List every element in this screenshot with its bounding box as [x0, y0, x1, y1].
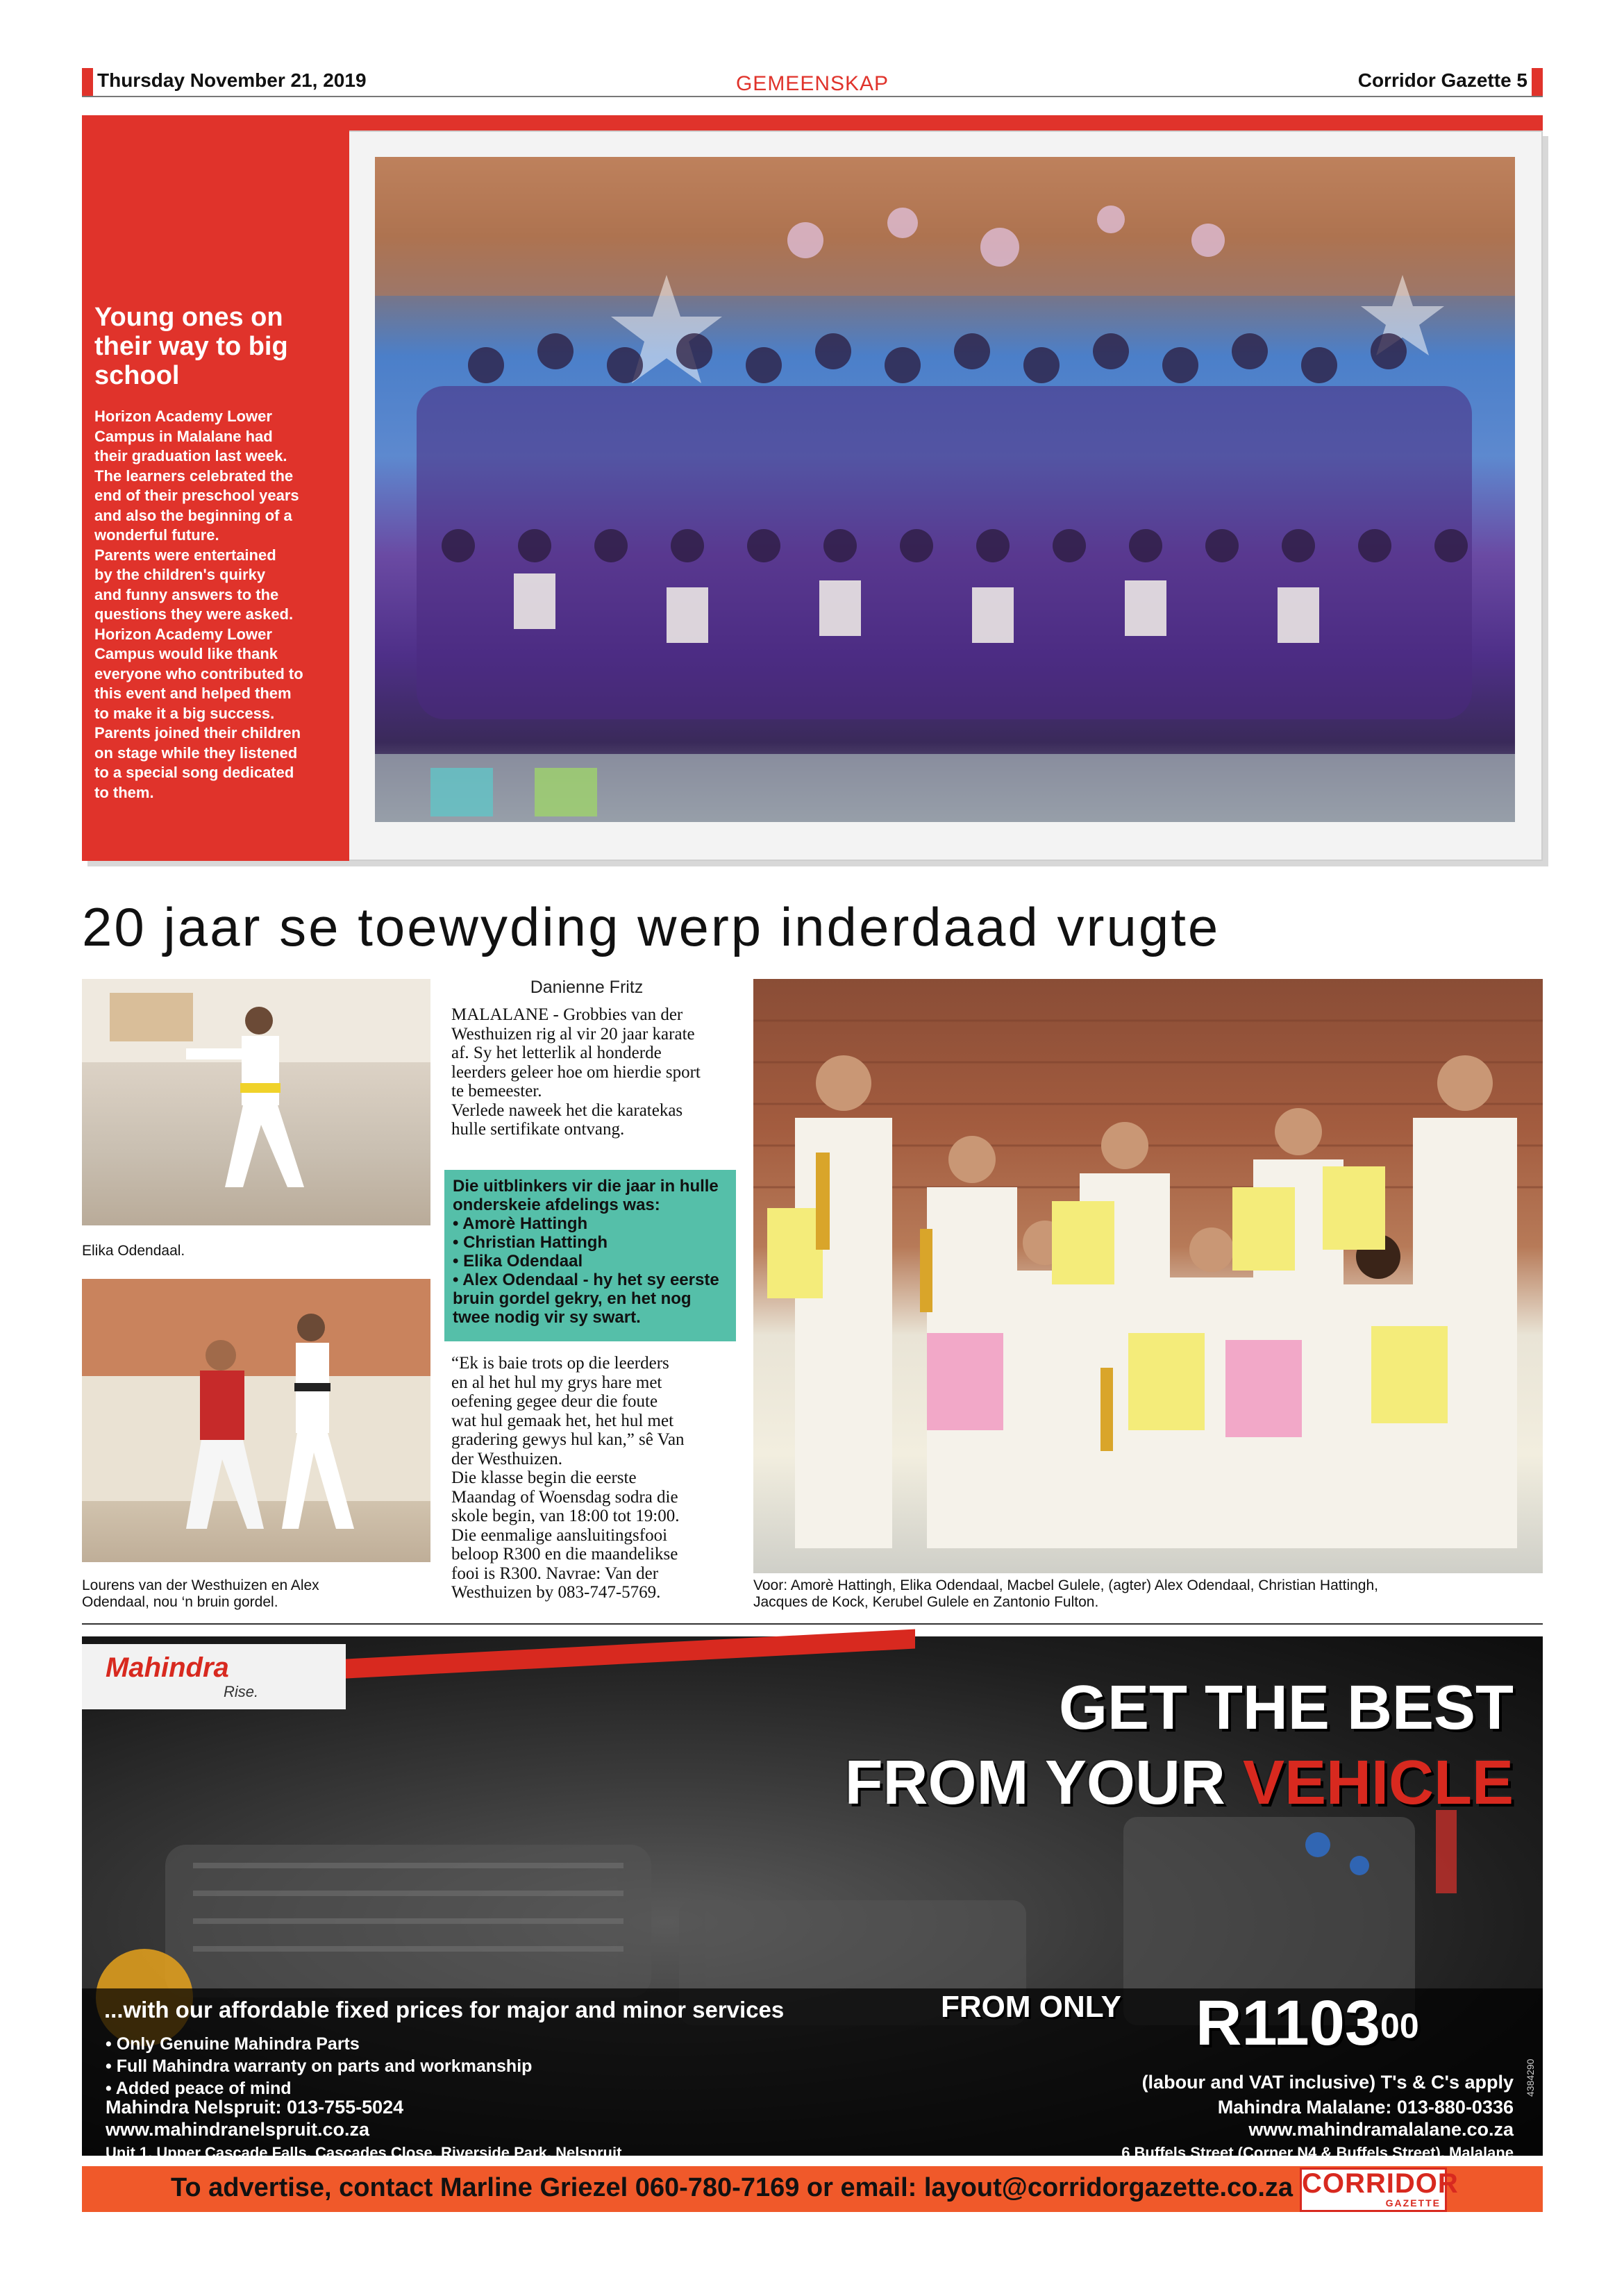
ad-nelspruit-address: Unit 1, Upper Cascade Falls, Cascades Close, Riverside Park, Nelspruit — [106, 2144, 622, 2161]
header-left-marker — [82, 68, 93, 96]
ad-malalane-address: 6 Buffels Street (Corner N4 & Buffels Street), Malalane — [1121, 2144, 1514, 2161]
lourens-photo-art — [82, 1279, 430, 1562]
ad-nelspruit-contact: Mahindra Nelspruit: 013-755-5024 — [106, 2097, 404, 2118]
mahindra-tagline: Rise. — [224, 1683, 259, 1700]
ad-malalane-contact: Mahindra Malalane: 013-880-0336 — [1217, 2097, 1514, 2118]
article-headline: 20 jaar se toewyding werp inderdaad vrugte — [82, 896, 1221, 957]
feature-title: Young ones on their way to big school — [94, 303, 288, 390]
article-byline: Danienne Fritz — [530, 978, 644, 997]
footer-advertise-text: To advertise, contact Marline Griezel 060-780-7169 or email: layout@corridorgazette.co.za — [171, 2173, 1294, 2202]
ad-prices-line: ...with our affordable fixed prices for major and minor services — [104, 1997, 785, 2022]
ad-bullet-list: • Only Genuine Mahindra Parts • Full Mahindra warranty on parts and workmanship • Added peace of mind — [106, 2034, 533, 2098]
mahindra-logo: Mahindra — [106, 1652, 229, 1683]
logo-main-text: CORRIDOR — [1302, 2168, 1459, 2199]
caption-group: Voor: Amorè Hattingh, Elika Odendaal, Macbel Gulele, (agter) Alex Odendaal, Christian Hattingh, Jacques de Kock, Kerubel Gulele en Zantonio Fulton. — [753, 1577, 1378, 1610]
ad-price-cents: 00 — [1380, 2006, 1419, 2045]
feature-top-bar — [82, 115, 1543, 131]
article-para-1: MALALANE - Grobbies van der Westhuizen rig al vir 20 jaar karate af. Sy het letterlik al honderde leerders geleer hoe om hierdie sport te bemeester. Verlede naweek het die karatekas hulle sertifikate ontvang. — [451, 1005, 701, 1139]
ad-headline-2b: VEHICLE — [1242, 1748, 1514, 1818]
issue-date: Thursday November 21, 2019 — [97, 69, 367, 91]
ad-code: 4384290 — [1525, 2059, 1536, 2097]
lourens-alex-photo — [82, 1279, 430, 1562]
ad-malalane-web: www.mahindramalalane.co.za — [1248, 2119, 1514, 2140]
elika-odendaal-photo — [82, 979, 430, 1225]
header-rule — [82, 96, 1543, 97]
caption-lourens-alex: Lourens van der Westhuizen en Alex Odendaal, nou ‘n bruin gordel. — [82, 1577, 319, 1610]
ad-price-main: R1103 — [1196, 1988, 1381, 2059]
graduation-photo-art — [375, 157, 1515, 822]
ad-terms: (labour and VAT inclusive) T's & C's apply — [1141, 2072, 1514, 2093]
ad-headline-1: GET THE BEST — [1058, 1673, 1514, 1743]
ad-headline-2 — [555, 1750, 1514, 1816]
group-photo-art — [753, 979, 1543, 1573]
ad-headline-2a: FROM YOUR — [844, 1748, 1243, 1818]
paper-page-label: Corridor Gazette 5 — [1357, 69, 1527, 91]
karate-group-photo — [753, 979, 1543, 1573]
elika-photo-art — [82, 979, 430, 1225]
ad-price — [1196, 1988, 1419, 2059]
achievers-box: Die uitblinkers vir die jaar in hulle onderskeie afdelings was: • Amorè Hattingh • Christian Hattingh • Elika Odendaal • Alex Odendaal - hy het sy eerste bruin gordel gekry, en het nog twee nodig vir sy swart. — [444, 1170, 736, 1341]
article-bottom-rule — [82, 1623, 1543, 1625]
feature-text-panel — [82, 131, 349, 861]
caption-elika: Elika Odendaal. — [82, 1243, 185, 1259]
graduation-photo — [375, 157, 1515, 822]
corridor-gazette-logo — [1300, 2168, 1459, 2212]
section-label: GEMEENSKAP — [735, 72, 889, 95]
article-para-2: “Ek is baie trots op die leerders en al het hul my grys hare met oefening gegee deur die foute wat hul gemaak het, het hul met gradering gewys hul kan,” sê Van der Westhuizen. Die klasse begin die eerste Maandag of Woensdag sodra die skole begin, van 18:00 tot 19:00. Die eenmalige aansluitingsfooi beloop R300 en die maandelikse fooi is R300. Navrae: Van der Westhuizen by 083-747-5769. — [451, 1354, 685, 1602]
header-right-marker — [1532, 68, 1543, 96]
ad-nelspruit-web: www.mahindranelspruit.co.za — [106, 2119, 370, 2140]
feature-body: Horizon Academy Lower Campus in Malalane had their graduation last week. The learners celebrated the end of their preschool years and also the beginning of a wonderful future. Parents were entertained by the children's quirky and funny answers to the questions they were asked. Horizon Academy Lower Campus would like thank everyone who contributed to this event and helped them to make it a big success. Parents joined their children on stage while they listened to a special song dedicated to them. — [94, 408, 303, 801]
logo-sub-text: GAZETTE — [1385, 2197, 1441, 2209]
ad-from-only: FROM ONLY — [941, 1990, 1121, 2024]
